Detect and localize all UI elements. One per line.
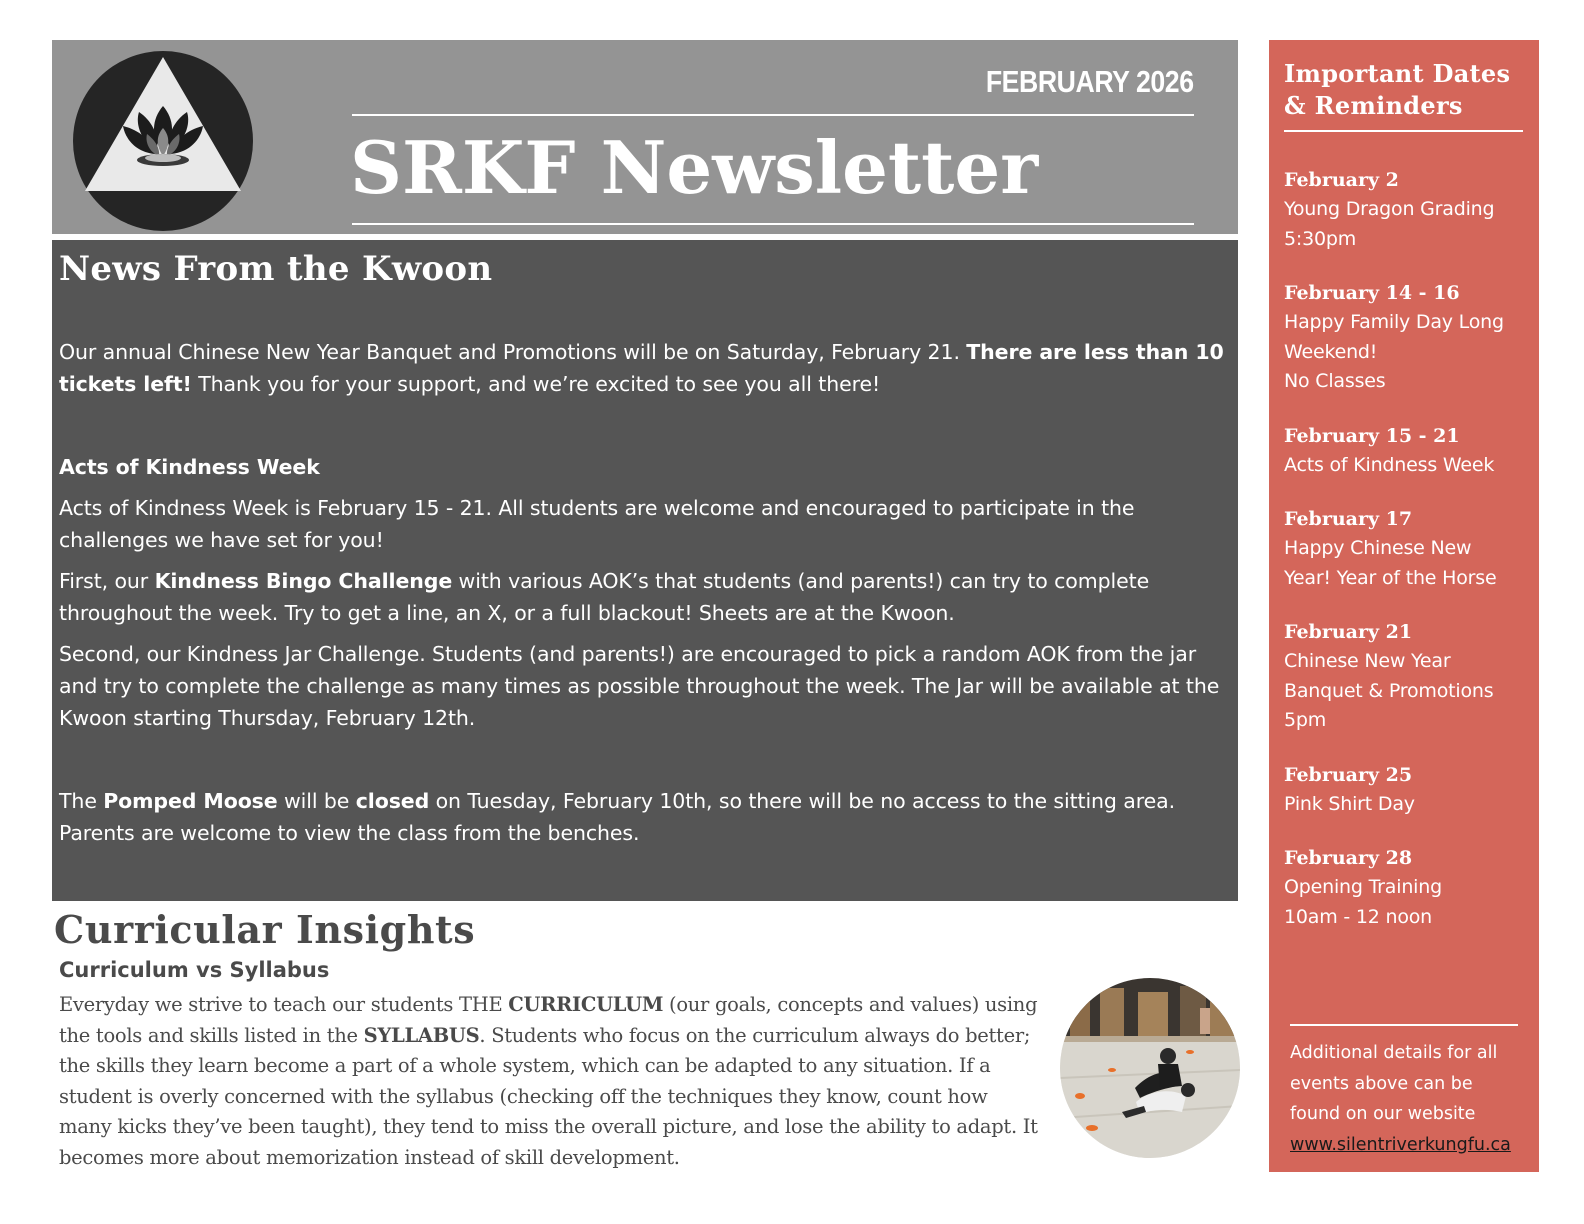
event-item: February 28 Opening Training 10am - 12 noon <box>1284 847 1442 928</box>
lotus-triangle-logo-icon <box>72 50 254 232</box>
event-item: February 14 - 16 Happy Family Day Long Weekend! No Classes <box>1284 282 1504 392</box>
news-panel <box>52 240 1238 901</box>
event-item: February 15 - 21 Acts of Kindness Week <box>1284 425 1495 476</box>
curricular-heading: Curricular Insights <box>54 907 476 952</box>
aok-heading: Acts of Kindness Week <box>59 455 320 479</box>
header-top-rule <box>352 114 1194 116</box>
sidebar-title: Important Dates & Reminders <box>1284 59 1511 120</box>
event-item: February 21 Chinese New Year Banquet & Promotions 5pm <box>1284 621 1494 731</box>
important-dates-sidebar <box>1269 40 1539 1172</box>
curricular-body: Everyday we strive to teach our students THE CURRICULUM (our goals, concepts and values) using the tools and skills listed in the SYLLABUS. Students who focus on the curriculum always do better; the skills they learn become a part of a whole system, which can be adapted to any situation. If a student is overly concerned with the syllabus (checking off the techniques they know, count how many kicks they’ve been taught), they tend to miss the overall picture, and lose the ability to adapt. It becomes more about memorization instead of skill development. <box>59 993 1038 1169</box>
training-photo <box>1060 978 1240 1158</box>
aok-jar: Second, our Kindness Jar Challenge. Students (and parents!) are encouraged to pick a random AOK from the jar and try to complete the challenge as many times as possible throughout the week. The Jar will be available at the Kwoon starting Thursday, February 12th. <box>59 642 1220 730</box>
news-body <box>59 336 1231 849</box>
sidebar-title-rule <box>1284 130 1523 132</box>
aok-intro: Acts of Kindness Week is February 15 - 21. All students are welcome and encouraged to participate in the challenges we have set for you! <box>59 496 1135 552</box>
aok-bingo: First, our Kindness Bingo Challenge with various AOK’s that students (and parents!) can try to complete throughout the week. Try to get a line, an X, or a full blackout! Sheets are at the Kwoon. <box>59 569 1150 625</box>
header-bottom-rule <box>352 223 1194 225</box>
event-item: February 2 Young Dragon Grading 5:30pm <box>1284 169 1495 250</box>
banquet-paragraph: Our annual Chinese New Year Banquet and Promotions will be on Saturday, February 21. There are less than 10 tickets left! Thank you for your support, and we’re excited to see you all there! <box>59 340 1224 396</box>
event-item: February 25 Pink Shirt Day <box>1284 764 1415 815</box>
sidebar-footer: Additional details for all events above can be found on our website www.silentriverkungfu.ca <box>1290 1043 1511 1155</box>
issue-month: FEBRUARY 2026 <box>986 64 1194 99</box>
event-item: February 17 Happy Chinese New Year! Year of the Horse <box>1284 508 1497 589</box>
sidebar-footer-rule <box>1290 1024 1518 1026</box>
website-link[interactable]: www.silentriverkungfu.ca <box>1290 1134 1511 1155</box>
news-heading: News From the Kwoon <box>59 249 493 289</box>
newsletter-header <box>52 40 1238 234</box>
curricular-subheading: Curriculum vs Syllabus <box>59 958 330 982</box>
newsletter-title: SRKF Newsletter <box>350 125 1039 210</box>
moose-paragraph: The Pomped Moose will be closed on Tuesday, February 10th, so there will be no access to the sitting area. Parents are welcome to view the class from the benches. <box>59 789 1175 845</box>
